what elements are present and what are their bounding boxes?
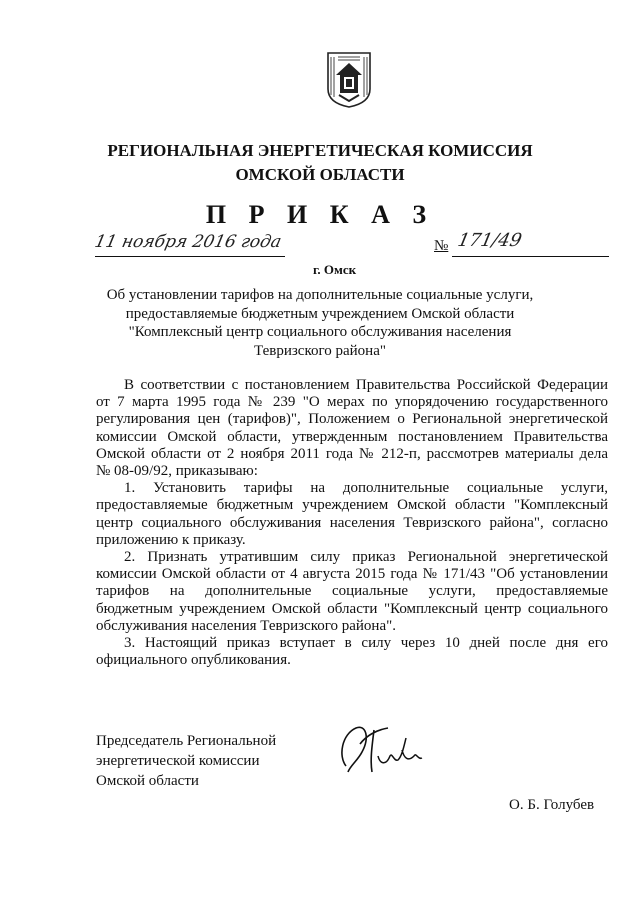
body-line: Омской области от 2 ноября 2011 года № 212-п, рассмотрев материалы дела <box>96 445 608 462</box>
signer-name: О. Б. Голубев <box>509 797 595 813</box>
organization-name-line2: ОМСКОЙ ОБЛАСТИ <box>235 165 405 184</box>
signer-position <box>96 731 276 791</box>
body-line: № 08-09/92, приказываю: <box>96 463 258 480</box>
document-number: 171/49 <box>455 230 524 251</box>
document-body <box>96 377 608 669</box>
body-line: бюджетным учреждением Омской области "Комплексный центр социального <box>96 600 608 617</box>
body-line: от 7 марта 1995 года № 239 "О мерах по упорядочению государственного <box>96 394 608 411</box>
document-subject <box>0 286 640 360</box>
document-type-title: П Р И К А З <box>205 200 435 229</box>
body-line: тарифов на дополнительные социальные услуги, предоставляемые <box>96 583 608 600</box>
body-line: официального опубликования. <box>96 652 291 669</box>
body-line: 1. Установить тарифы на дополнительные социальные услуги, <box>124 480 608 497</box>
body-line: 3. Настоящий приказ вступает в силу через 10 дней после дня его <box>124 635 608 652</box>
coat-of-arms-icon <box>326 51 372 109</box>
signer-position-line: Омской области <box>96 773 199 789</box>
document-number-label: № <box>434 238 449 254</box>
body-line: центр социального обслуживания населения Тевризского района", согласно <box>96 514 608 531</box>
document-city: г. Омск <box>313 262 357 277</box>
organization-name-line1: РЕГИОНАЛЬНАЯ ЭНЕРГЕТИЧЕСКАЯ КОМИССИЯ <box>107 141 533 160</box>
document-date: 11 ноября 2016 года <box>92 232 284 252</box>
subject-line: Тевризского района" <box>254 342 386 359</box>
body-line: обслуживания населения Тевризского района". <box>96 617 396 634</box>
signer-position-line: Председатель Региональной <box>96 733 277 749</box>
subject-line: "Комплексный центр социального обслуживания населения <box>128 324 512 340</box>
body-line: регулирования цен (тарифов)", Положением о Региональной энергетической <box>96 411 608 428</box>
number-underline <box>452 256 609 257</box>
body-line: 2. Признать утратившим силу приказ Региональной энергетической <box>124 549 608 566</box>
body-line: В соответствии с постановлением Правительства Российской Федерации <box>124 377 608 393</box>
body-line: приложению к приказу. <box>96 531 246 548</box>
signature-icon <box>336 716 428 782</box>
subject-line: Об установлении тарифов на дополнительные социальные услуги, <box>106 287 534 303</box>
body-line: комиссии Омской области от 4 августа 2015 года № 171/43 "Об установлении <box>96 566 608 583</box>
date-underline <box>95 256 285 257</box>
body-line: предоставляемые бюджетным учреждением Омской области "Комплексный <box>96 497 608 514</box>
body-line: комиссии Омской области, утвержденным постановлением Правительства <box>96 428 608 445</box>
subject-line: предоставляемые бюджетным учреждением Омской области <box>125 305 515 322</box>
signer-position-line: энергетической комиссии <box>96 753 260 769</box>
